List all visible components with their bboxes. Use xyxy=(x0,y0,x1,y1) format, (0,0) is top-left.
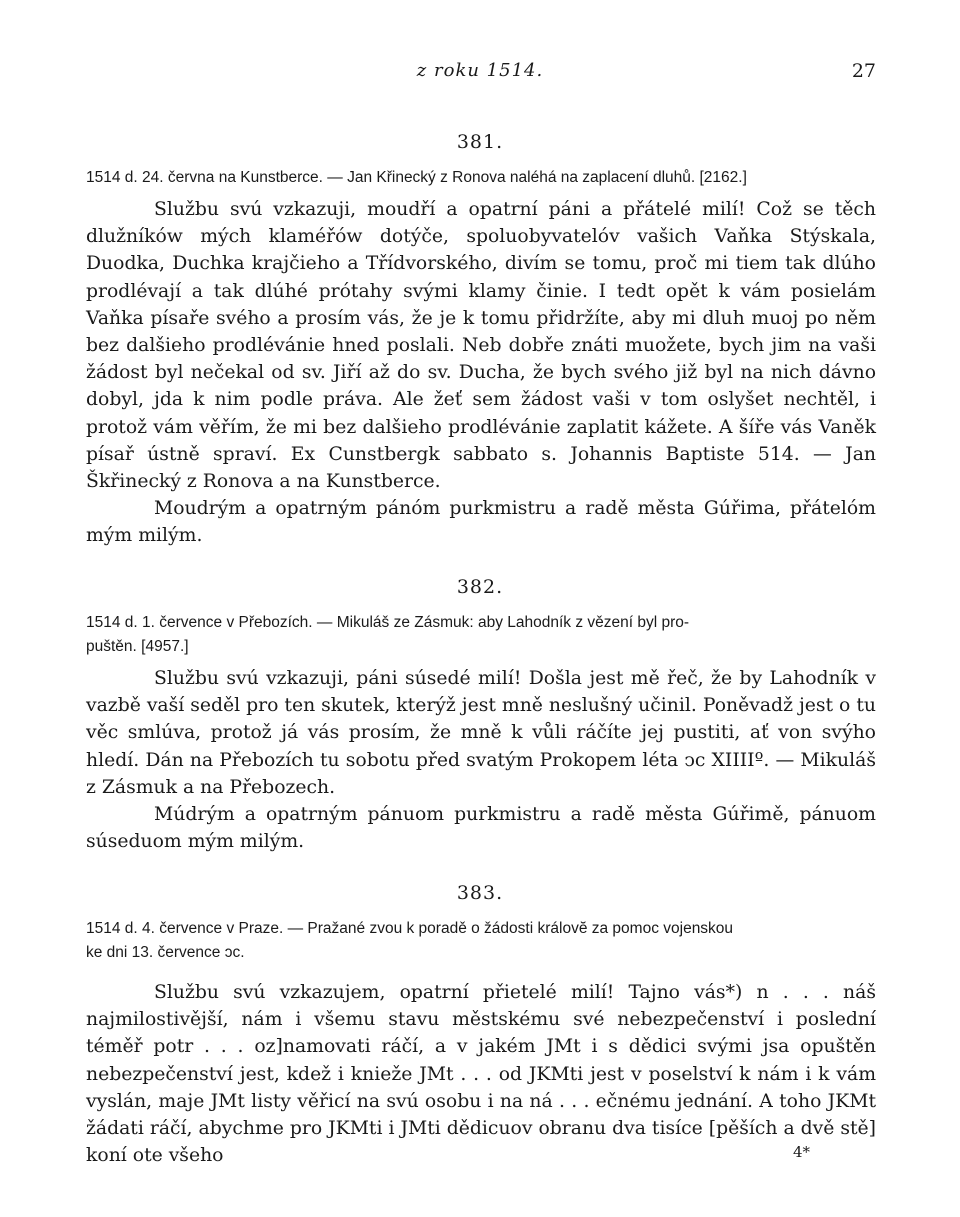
entry-address-paragraph: Múdrým a opatrným pánuom purkmistru a radě města Gúřimě, pánuom súseduom mým milým. xyxy=(86,804,876,853)
entry-heading-line: puštěn. [4957.] xyxy=(86,638,189,655)
entry-body-paragraph: Službu svú vzkazuji, páni súsedé milí! Došla jest mě řeč, že by Lahodník v vazbě vaší seděl pro ten skutek, kterýž jest mně neslušný učinil. Poněvadž jest o tu věc smlúva, protož já vás prosím, že mně k vůli ráčíte jej pustiti, ať von svýho hledí. Dán na Přebozích tu sobotu před svatým Prokopem léta ↄc XIIIIº. — Mikuláš z Zásmuk a na Přebozech. xyxy=(86,668,876,798)
entry-number: 382. xyxy=(456,576,504,598)
entry-heading: 1514 d. 24. června na Kunstberce. — Jan Křinecký z Ronova naléhá na zaplacení dluhů. [2162.] xyxy=(86,169,747,186)
running-head xyxy=(0,60,960,86)
running-title: z roku 1514. xyxy=(416,60,544,81)
entry-381 xyxy=(86,166,876,550)
entry-382 xyxy=(86,611,876,855)
entry-body-paragraph: Službu svú vzkazuji, moudří a opatrní páni a přátelé milí! Což se těch dlužníków mých klaméřów dotýče, spoluobyvatelóv vašich Vaňka Stýskala, Duodka, Duchka krajčieho a Třídvorského, divím se tomu, proč mi tiem tak dlúho prodlévají a tak dlúhé prótahy svými klamy činie. I tedt opět k vám posielám Vaňka písaře svého a prosím vás, že je k tomu přidržíte, aby mi dluh muoj po něm bez dalšieho prodlévánie hned poslali. Neb dobře znáti muožete, bych jim na vaši žádost byl nečekal od sv. Jiří až do sv. Ducha, že bych svého již byl na nich dávno dobyl, jda k nim podle práva. Ale žeť sem žádost vaši v tom oslyšet nechtěl, i protož vám věřím, že mi bez dalšieho prodlévánie zaplatit kážete. A šíře vás Vaněk písař ústně spraví. Ex Cunstbergk sabbato s. Johannis Baptiste 514. — Jan Škřinecký z Ronova a na Kunstberce. xyxy=(86,199,876,493)
entry-heading-line: 1514 d. 4. července v Praze. — Pražané zvou k poradě o žádosti královĕ za pomoc vojenskou xyxy=(86,920,734,937)
entry-heading xyxy=(86,611,876,659)
page-number: 27 xyxy=(851,60,876,82)
entry-383 xyxy=(86,917,876,1169)
signature-mark: 4* xyxy=(792,1143,810,1161)
entry-heading-line: 1514 d. 1. července v Přebozích. — Mikuláš ze Zásmuk: aby Lahodník z vězení byl pro- xyxy=(86,614,690,631)
entry-address-paragraph: Moudrým a opatrným pánóm purkmistru a radě města Gúřima, přátelóm mým milým. xyxy=(86,498,876,547)
entry-number: 383. xyxy=(456,882,504,904)
entry-heading xyxy=(86,917,876,965)
entry-number: 381. xyxy=(456,131,504,153)
entry-heading-line: ke dni 13. července ↄc. xyxy=(86,944,245,961)
entry-body-paragraph: Službu svú vzkazujem, opatrní přietelé milí! Tajno vás*) n . . . náš najmilostivější, nám i všemu stavu městskému své nebezpečenství i poslední téměř potr . . . oz]namovati ráčí, a v jakém JMt i s dědici svými jsa opuštěn nebezpečenství jest, kdež i knieže JMt . . . od JKMti jest v poselství k nám i k vám vyslán, maje JMt listy věřicí na svú osobu i na ná . . . ečnému jednání. A toho JKMt žádati ráčí, abychme pro JKMti i JMti dědicuov obranu dva tisíce [pěších a dvě stě] koní ote všeho xyxy=(86,982,876,1167)
